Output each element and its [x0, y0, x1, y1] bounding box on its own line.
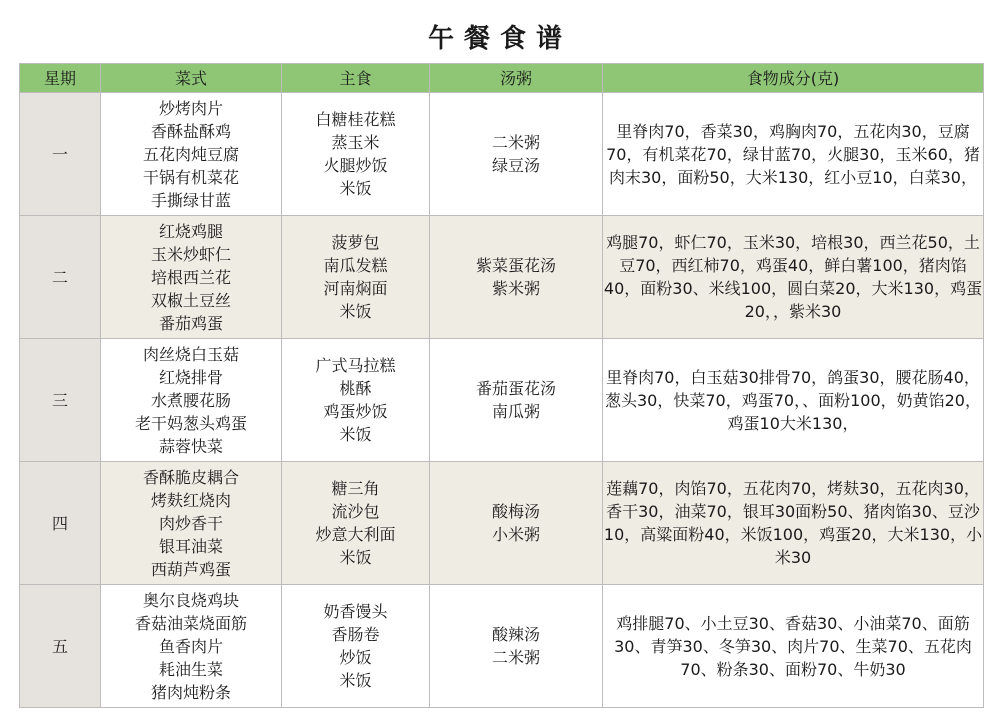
dishes-cell: [101, 585, 282, 708]
staple-item: 米饭: [339, 179, 372, 198]
soup-item: 紫菜蛋花汤: [475, 256, 556, 275]
staple-cell: [282, 462, 430, 585]
table-row: [20, 216, 984, 339]
dish-item: 香菇油菜烧面筋: [134, 613, 247, 633]
soup-cell: [430, 585, 603, 708]
header-day: 星期: [20, 64, 101, 93]
soup-cell: [430, 462, 603, 585]
day-cell: 一: [20, 93, 101, 216]
ingredients-cell: 莲藕70，肉馅70，五花肉70，烤麸30，五花肉30，香干30，油菜70，银耳30面粉50、猪肉馅30、豆沙10，高粱面粉40，米饭100，鸡蛋20，大米130，小米30: [603, 462, 984, 585]
dish-item: 耗油生菜: [158, 659, 223, 679]
dish-item: 银耳油菜: [158, 536, 223, 556]
day-cell: 二: [20, 216, 101, 339]
ingredients-cell: 里脊肉70，白玉菇30排骨70，鸽蛋30，腰花肠40，葱头30，快菜70，鸡蛋70，、面粉100，奶黄馅20，鸡蛋10大米130，: [603, 339, 984, 462]
staple-item: 火腿炒饭: [323, 156, 388, 175]
soup-item: 二米粥: [491, 648, 540, 667]
soup-cell: [430, 216, 603, 339]
dish-item: 手撕绿甘蓝: [150, 190, 231, 210]
dishes-cell: [101, 93, 282, 216]
dish-item: 老干妈葱头鸡蛋: [134, 413, 247, 433]
dish-item: 红烧排骨: [158, 367, 223, 387]
dishes-cell: [101, 339, 282, 462]
staple-item: 炒饭: [339, 648, 372, 667]
ingredients-cell: 鸡排腿70、小土豆30、香菇30、小油菜70、面筋30、青笋30、冬笋30、肉片70、生菜70、五花肉70、粉条30、面粉70、牛奶30: [603, 585, 984, 708]
header-staple: 主食: [282, 64, 430, 93]
dish-item: 西葫芦鸡蛋: [150, 559, 231, 579]
soup-cell: [430, 93, 603, 216]
soup-item: 南瓜粥: [491, 402, 540, 421]
day-cell: 三: [20, 339, 101, 462]
dish-item: 肉丝烧白玉菇: [142, 344, 239, 364]
dish-item: 干锅有机菜花: [142, 167, 239, 187]
staple-cell: [282, 585, 430, 708]
staple-item: 米饭: [339, 548, 372, 567]
dish-item: 香酥盐酥鸡: [150, 121, 231, 141]
dishes-cell: [101, 462, 282, 585]
dish-item: 猪肉炖粉条: [150, 682, 231, 702]
dish-item: 红烧鸡腿: [158, 221, 223, 241]
soup-item: 绿豆汤: [491, 156, 540, 175]
table-row: [20, 93, 984, 216]
table-row: [20, 339, 984, 462]
staple-item: 香肠卷: [331, 625, 380, 644]
staple-item: 桃酥: [339, 379, 372, 398]
dish-item: 烤麸红烧肉: [150, 490, 231, 510]
staple-cell: [282, 93, 430, 216]
dish-item: 奥尔良烧鸡块: [142, 590, 239, 610]
dish-item: 肉炒香干: [158, 513, 223, 533]
table-row: [20, 462, 984, 585]
staple-item: 米饭: [339, 671, 372, 690]
dishes-cell: [101, 216, 282, 339]
staple-item: 南瓜发糕: [323, 256, 388, 275]
dish-item: 水煮腰花肠: [150, 390, 231, 410]
staple-item: 流沙包: [331, 502, 380, 521]
dish-item: 双椒土豆丝: [150, 290, 231, 310]
table-row: [20, 585, 984, 708]
dish-item: 炒烤肉片: [158, 98, 223, 118]
staple-item: 炒意大利面: [315, 525, 396, 544]
staple-item: 米饭: [339, 425, 372, 444]
soup-item: 酸辣汤: [491, 625, 540, 644]
staple-item: 糖三角: [331, 479, 380, 498]
dish-item: 香酥脆皮耦合: [142, 467, 239, 487]
header-soup: 汤粥: [430, 64, 603, 93]
soup-item: 小米粥: [491, 525, 540, 544]
staple-item: 蒸玉米: [331, 133, 380, 152]
staple-item: 奶香馒头: [323, 602, 388, 621]
day-cell: 五: [20, 585, 101, 708]
staple-item: 鸡蛋炒饭: [323, 402, 388, 421]
dish-item: 鱼香肉片: [158, 636, 223, 656]
soup-item: 紫米粥: [491, 279, 540, 298]
lunch-menu-table: [19, 63, 984, 708]
soup-item: 番茄蛋花汤: [475, 379, 556, 398]
day-cell: 四: [20, 462, 101, 585]
page-title: 午餐食谱: [427, 24, 572, 54]
staple-cell: [282, 216, 430, 339]
header-dishes: 菜式: [101, 64, 282, 93]
staple-item: 米饭: [339, 302, 372, 321]
header-row: [20, 64, 984, 93]
dish-item: 番茄鸡蛋: [158, 313, 223, 333]
dish-item: 五花肉炖豆腐: [142, 144, 239, 164]
soup-item: 酸梅汤: [491, 502, 540, 521]
ingredients-cell: 鸡腿70，虾仁70，玉米30，培根30，西兰花50，土豆70，西红柿70，鸡蛋40，鲜白薯100，猪肉馅40，面粉30、米线100，圆白菜20，大米130，鸡蛋20，，紫米30: [603, 216, 984, 339]
soup-item: 二米粥: [491, 133, 540, 152]
ingredients-cell: 里脊肉70，香菜30，鸡胸肉70，五花肉30，豆腐70，有机菜花70，绿甘蓝70，火腿30，玉米60，猪肉末30，面粉50，大米130，红小豆10，白菜30，: [603, 93, 984, 216]
soup-cell: [430, 339, 603, 462]
dish-item: 培根西兰花: [150, 267, 231, 287]
dish-item: 蒜蓉快菜: [158, 436, 223, 456]
staple-item: 菠萝包: [331, 233, 380, 252]
staple-item: 白糖桂花糕: [315, 110, 396, 129]
staple-item: 广式马拉糕: [315, 356, 396, 375]
dish-item: 玉米炒虾仁: [150, 244, 231, 264]
header-ingredients: 食物成分(克): [603, 64, 984, 93]
staple-cell: [282, 339, 430, 462]
staple-item: 河南焖面: [323, 279, 388, 298]
